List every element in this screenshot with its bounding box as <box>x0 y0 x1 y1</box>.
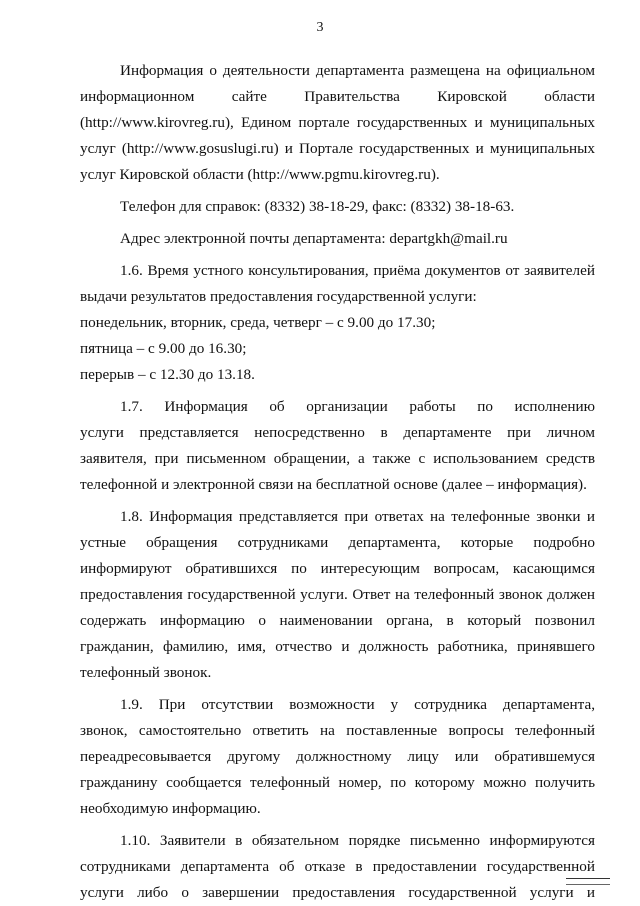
page-number: 3 <box>316 20 324 35</box>
text-line: 1.6. Время устного консультирования, приёма документов от заявителей <box>120 262 595 279</box>
text-line: заявителя, при письменном обращении, а также с использованием средств <box>80 450 595 467</box>
text-line: сотрудниками департамента об отказе в предоставлении государственной <box>80 858 595 875</box>
text-line: 1.8. Информация представляется при ответах на телефонные звонки и <box>120 508 595 525</box>
text-line: понедельник, вторник, среда, четверг – с 9.00 до 17.30; <box>80 314 436 331</box>
text-line: услуги представляется непосредственно в департаменте при личном <box>80 424 595 441</box>
text-line: Телефон для справок: (8332) 38-18-29, факс: (8332) 38-18-63. <box>120 198 515 215</box>
text-line: телефонный звонок. <box>80 664 212 681</box>
text-line: переадресовывается другому должностному лицу или обратившемуся <box>80 748 595 765</box>
text-line: устные обращения сотрудниками департамента, которые подробно <box>80 534 595 551</box>
text-line: выдачи результатов предоставления государственной услуги: <box>80 288 477 305</box>
footer-rule <box>566 878 610 879</box>
text-line: Информация о деятельности департамента размещена на официальном <box>120 62 595 79</box>
footer-rule-secondary <box>566 884 610 885</box>
text-line: гражданин, фамилию, имя, отчество и должность работника, принявшего <box>80 638 595 655</box>
text-line: Адрес электронной почты департамента: departgkh@mail.ru <box>120 230 508 247</box>
text-line: услуги либо о завершении предоставления государственной услуги и <box>80 884 595 901</box>
text-line: информируют обратившихся по интересующим вопросам, касающимся <box>80 560 595 577</box>
text-line: (http://www.kirovreg.ru), Едином портале государственных и муниципальных <box>80 114 595 131</box>
document-body <box>80 58 595 906</box>
text-line: предоставления государственной услуги. Ответ на телефонный звонок должен <box>80 586 595 603</box>
text-line: гражданину сообщается телефонный номер, по которому можно получить <box>80 774 595 791</box>
text-line: содержать информацию о наименовании органа, в который позвонил <box>80 612 595 629</box>
text-line: звонок, самостоятельно ответить на поставленные вопросы телефонный <box>80 722 595 739</box>
text-line: 1.9. При отсутствии возможности у сотрудника департамента, <box>120 696 595 713</box>
text-line: информационном сайте Правительства Кировской области <box>80 88 595 105</box>
text-line: 1.10. Заявители в обязательном порядке письменно информируются <box>120 832 595 849</box>
text-line: услуг (http://www.gosuslugi.ru) и Портале государственных и муниципальных <box>80 140 595 157</box>
text-line: перерыв – с 12.30 до 13.18. <box>80 366 255 383</box>
text-line: необходимую информацию. <box>80 800 261 817</box>
text-line: телефонной и электронной связи на бесплатной основе (далее – информация). <box>80 476 587 493</box>
text-line: пятница – с 9.00 до 16.30; <box>80 340 247 357</box>
text-line: услуг Кировской области (http://www.pgmu.kirovreg.ru). <box>80 166 440 183</box>
text-line: 1.7. Информация об организации работы по исполнению <box>120 398 595 415</box>
